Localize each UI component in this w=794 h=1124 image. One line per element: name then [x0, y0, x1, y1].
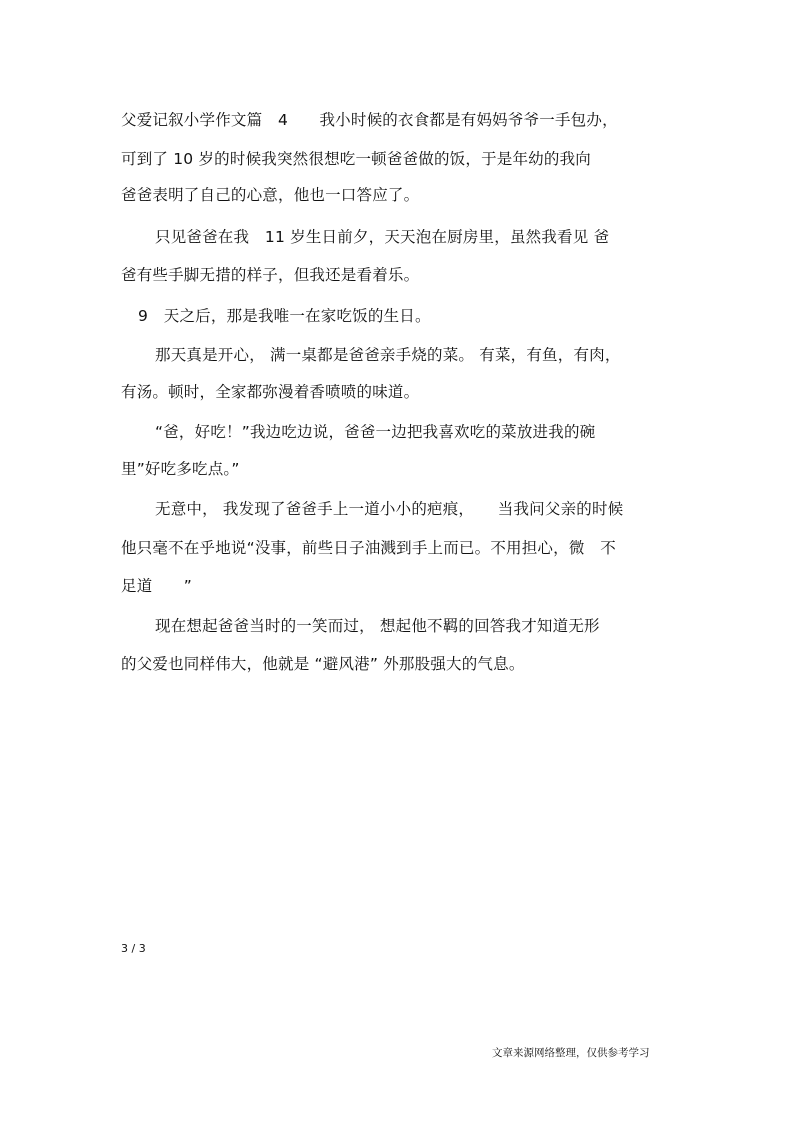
- text-line-9: “爸，好吃！”我边吃边说，爸爸一边把我喜欢吃的菜放进我的碗: [155, 423, 596, 441]
- text-line-12: 他只毫不在乎地说“没事，前些日子油溅到手上而已。不用担心，微 不: [121, 539, 616, 557]
- text-line-5: 爸有些手脚无措的样子，但我还是看着乐。: [121, 266, 420, 284]
- text-line-7: 那天真是开心， 满一桌都是爸爸亲手烧的菜。 有菜，有鱼，有肉，: [155, 346, 621, 364]
- text-line-2: 可到了 10 岁的时候我突然很想吃一顿爸爸做的饭，于是年幼的我向: [121, 150, 591, 168]
- text-line-15: 的父爱也同样伟大，他就是 “避风港” 外那股强大的气息。: [121, 655, 525, 673]
- page-number: 3 / 3: [121, 942, 146, 955]
- text-line-13: 足道 ”: [121, 577, 193, 595]
- text-line-11: 无意中， 我发现了爸爸手上一道小小的疤痕， 当我问父亲的时候: [155, 500, 624, 518]
- text-line-1: 父爱记叙小学作文篇 4 我小时候的衣食都是有妈妈爷爷一手包办，: [121, 111, 618, 129]
- text-line-4: 只见爸爸在我 11 岁生日前夕，天天泡在厨房里，虽然我看见 爸: [155, 228, 610, 246]
- text-line-6: 9 天之后，那是我唯一在家吃饭的生日。: [138, 307, 431, 325]
- footer-note: 文章来源网络整理，仅供参考学习: [492, 1047, 650, 1059]
- text-line-3: 爸爸表明了自己的心意，他也一口答应了。: [121, 186, 420, 204]
- text-line-10: 里”好吃多吃点。”: [121, 460, 240, 478]
- text-line-8: 有汤。顿时，全家都弥漫着香喷喷的味道。: [121, 383, 420, 401]
- text-line-14: 现在想起爸爸当时的一笑而过， 想起他不羁的回答我才知道无形: [155, 617, 600, 635]
